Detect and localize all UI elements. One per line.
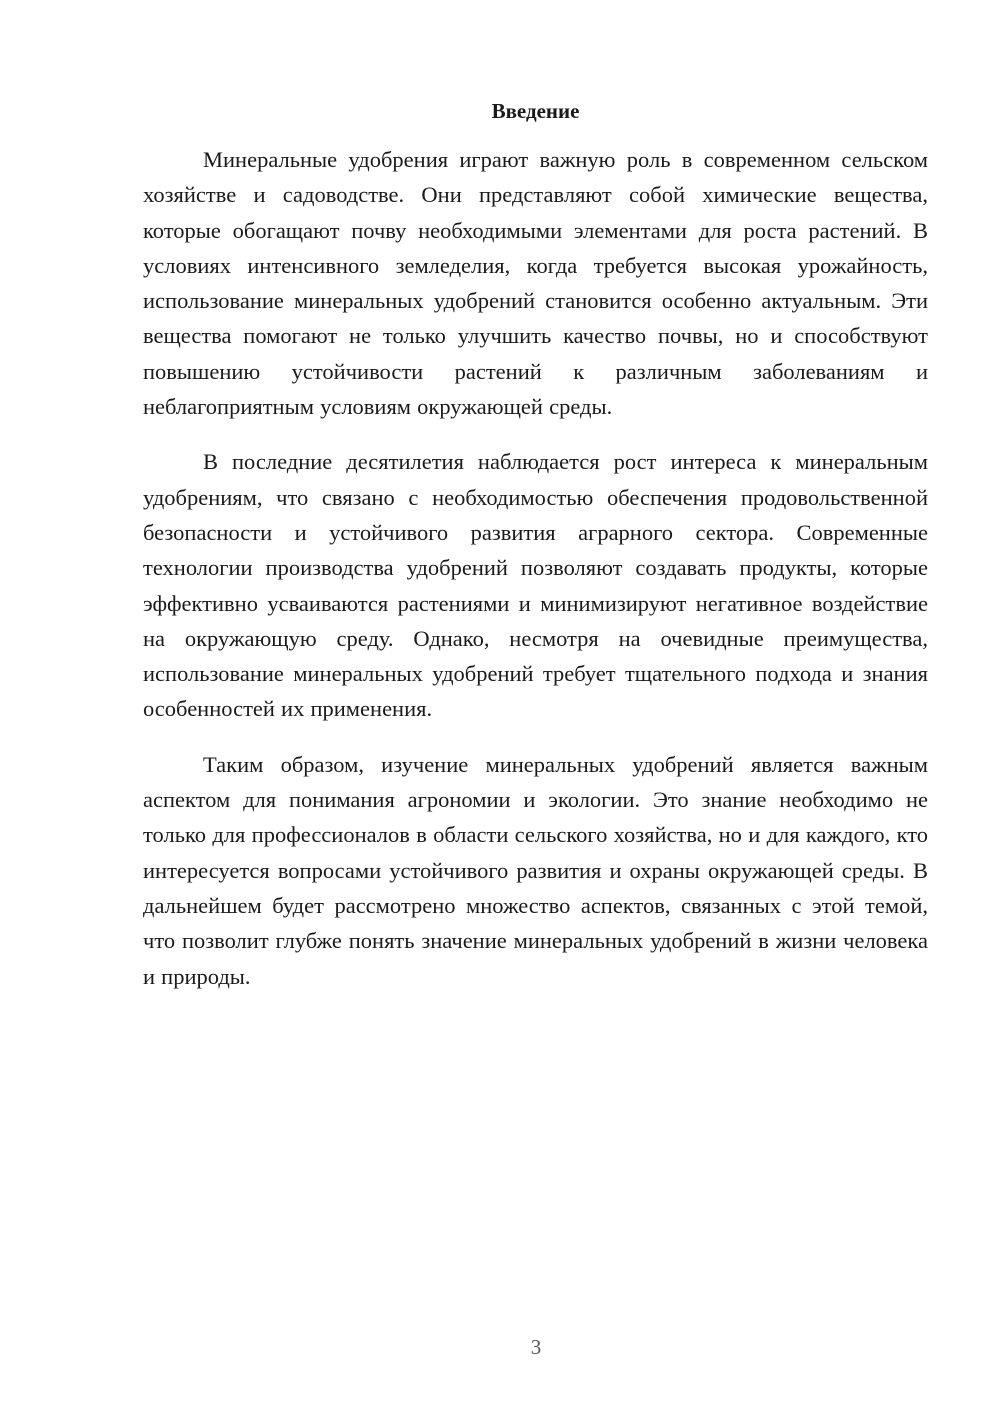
paragraph-3: Таким образом, изучение минеральных удобрений является важным аспектом для понимания агрономии и экологии. Это знание необходимо не только для профессионалов в области сельского хозяйства, но и для каждого, кто интересуется вопросами устойчивого развития и охраны окружающей среды. В дальнейшем будет рассмотрено множество аспектов, связанных с этой темой, что позволит глубже понять значение минеральных удобрений в жизни человека и природы.: [143, 751, 928, 989]
paragraph-2: В последние десятилетия наблюдается рост интереса к минеральным удобрениям, что связано с необходимостью обеспечения продовольственной безопасности и устойчивого развития аграрного сектора. Современные технологии производства удобрений позволяют создавать продукты, которые эффективно усваиваются растениями и минимизируют негативное воздействие на окружающую среду. Однако, несмотря на очевидные преимущества, использование минеральных удобрений требует тщательного подхода и знания особенностей их применения.: [143, 449, 928, 722]
page-number: 3: [530, 1335, 542, 1359]
paragraph-1: Минеральные удобрения играют важную роль в современном сельском хозяйстве и садоводстве. Они представляют собой химические вещества, которые обогащают почву необходимыми элементами для роста растений. В условиях интенсивного земледелия, когда требуется высокая урожайность, использование минеральных удобрений становится особенно актуальным. Эти вещества помогают не только улучшить качество почвы, но и способствуют повышению устойчивости растений к различным заболеваниям и неблагоприятным условиям окружающей среды.: [143, 147, 928, 420]
body-text: [143, 142, 928, 1014]
section-heading: Введение: [491, 99, 580, 123]
